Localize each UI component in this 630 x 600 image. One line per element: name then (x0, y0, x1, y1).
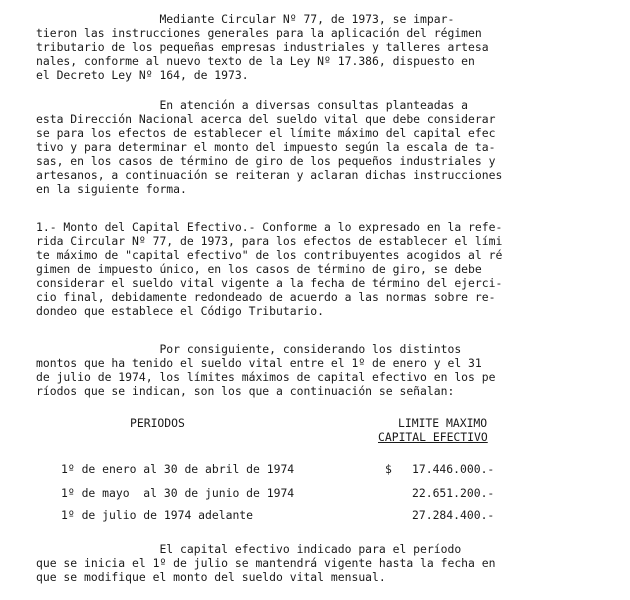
paragraph-1-line: tributario de los pequeñas empresas industriales y talleres artesa (36, 40, 489, 54)
paragraph-1-line: Mediante Circular Nº 77, de 1973, se impar- (36, 12, 455, 26)
paragraph-2-line: tivo y para determinar el monto del impuesto según la escala de ta- (36, 140, 496, 154)
paragraph-3-line: gimen de impuesto único, en los casos de término de giro, se debe (36, 262, 482, 276)
table-header-limit: LIMITE MAXIMO (398, 416, 488, 430)
paragraph-2-line: esta Dirección Nacional acerca del sueldo vital que debe considerar (36, 112, 496, 126)
paragraph-2-line: En atención a diversas consultas planteadas a (36, 98, 469, 112)
paragraph-4-line: montos que ha tenido el sueldo vital entre el 1º de enero y el 31 (36, 356, 482, 370)
period-cell: 1º de enero al 30 de abril de 1974 (61, 462, 295, 476)
paragraph-5-line: que se modifique el monto del sueldo vital mensual. (36, 570, 386, 584)
paragraph-2-line: se para los efectos de establecer el límite máximo del capital efec (36, 126, 496, 140)
table-row (36, 486, 612, 500)
currency-cell: $ (385, 462, 392, 476)
amount-cell: 27.284.400.- (412, 508, 495, 522)
paragraph-1-line: el Decreto Ley Nº 164, de 1973. (36, 68, 249, 82)
paragraph-5-line: El capital efectivo indicado para el período (36, 542, 462, 556)
paragraph-3-line: dondeo que establece el Código Tributario. (36, 304, 325, 318)
paragraph-4-line: de julio de 1974, los límites máximos de capital efectivo en los pe (36, 370, 496, 384)
paragraph-3-line: 1.- Monto del Capital Efectivo.- Conforme a lo expresado en la refe- (36, 220, 503, 234)
paragraph-2-line: artesanos, a continuación se reiteran y aclaran dichas instrucciones (36, 168, 503, 182)
table-row (36, 462, 612, 476)
table-header-periods: PERIODOS (130, 416, 185, 430)
amount-cell: 17.446.000.- (412, 462, 495, 476)
paragraph-3-line: te máximo de "capital efectivo" de los contribuyentes acogidos al ré (36, 248, 503, 262)
paragraph-2-line: sas, en los casos de término de giro de los pequeños industriales y (36, 154, 496, 168)
paragraph-2-line: en la siguiente forma. (36, 182, 187, 196)
table-header-capital: CAPITAL EFECTIVO (378, 430, 488, 444)
amount-cell: 22.651.200.- (412, 486, 495, 500)
paragraph-3-line: cio final, debidamente redondeado de acuerdo a las normas sobre re- (36, 290, 496, 304)
paragraph-4-line: Por consiguiente, considerando los distintos (36, 342, 462, 356)
paragraph-1-line: tieron las instrucciones generales para la aplicación del régimen (36, 26, 482, 40)
period-cell: 1º de julio de 1974 adelante (61, 508, 254, 522)
period-cell: 1º de mayo al 30 de junio de 1974 (61, 486, 295, 500)
paragraph-3-line: considerar el sueldo vital vigente a la fecha de término del ejerci- (36, 276, 503, 290)
paragraph-5-line: que se inicia el 1º de julio se mantendrá vigente hasta la fecha en (36, 556, 496, 570)
table-row (36, 508, 612, 522)
paragraph-3-line: rida Circular Nº 77, de 1973, para los efectos de establecer el lími (36, 234, 503, 248)
paragraph-4-line: ríodos que se indican, son los que a continuación se señalan: (36, 384, 455, 398)
paragraph-1-line: nales, conforme al nuevo texto de la Ley Nº 17.386, dispuesto en (36, 54, 475, 68)
